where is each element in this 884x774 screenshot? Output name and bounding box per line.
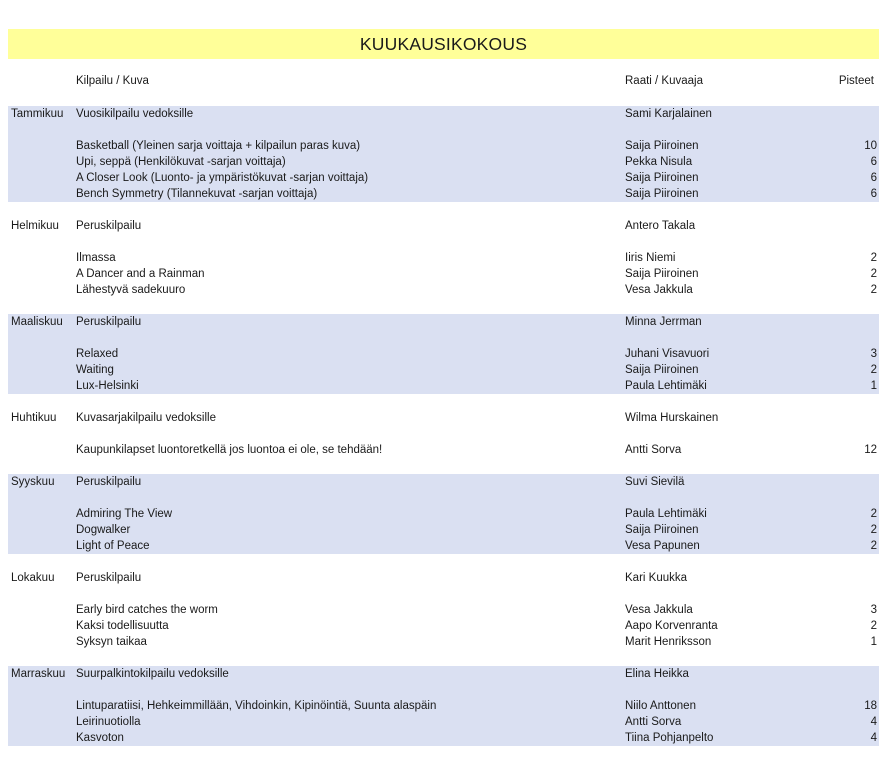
month-header-row [8, 314, 879, 330]
entry-row [8, 282, 879, 298]
row-spacer [8, 682, 879, 698]
photographer-cell: Tiina Pohjanpelto [625, 732, 714, 744]
entry-row [8, 138, 879, 154]
entry-title-cell: Early bird catches the worm [76, 604, 218, 616]
entry-title-cell: Kaupunkilapset luontoretkellä jos luontoa ei ole, se tehdään! [76, 444, 383, 456]
row-spacer [8, 426, 879, 442]
month-header-row [8, 218, 879, 234]
month-header-row [8, 106, 879, 122]
entry-row [8, 522, 879, 538]
row-spacer [8, 122, 879, 138]
judge-cell: Sami Karjalainen [625, 108, 712, 120]
month-header-row [8, 474, 879, 490]
entry-row [8, 506, 879, 522]
entry-row [8, 442, 879, 458]
month-block [8, 410, 879, 458]
points-cell: 10 [864, 140, 877, 152]
entry-row [8, 378, 879, 394]
entry-title-cell: Kaksi todellisuutta [76, 620, 169, 632]
entry-title-cell: Lintuparatiisi, Hehkeimmillään, Vihdoinkin, Kipinöintiä, Suunta alaspäin [76, 700, 437, 712]
photographer-cell: Pekka Nisula [625, 156, 693, 168]
photographer-cell: Aapo Korvenranta [625, 620, 718, 632]
block-gap [8, 202, 879, 218]
column-header-judge: Raati / Kuvaaja [625, 75, 703, 87]
points-cell: 3 [870, 348, 877, 360]
month-cell: Syyskuu [11, 476, 55, 488]
entry-row [8, 602, 879, 618]
block-gap [8, 458, 879, 474]
competition-cell: Kuvasarjakilpailu vedoksille [76, 412, 216, 424]
points-cell: 2 [870, 620, 877, 632]
photographer-cell: Paula Lehtimäki [625, 380, 707, 392]
entry-title-cell: Basketball (Yleinen sarja voittaja + kilpailun paras kuva) [76, 140, 361, 152]
entry-title-cell: Light of Peace [76, 540, 150, 552]
block-gap [8, 298, 879, 314]
entry-title-cell: Bench Symmetry (Tilannekuvat -sarjan voittaja) [76, 188, 318, 200]
points-cell: 2 [870, 524, 877, 536]
sheet-title: KUUKAUSIKOKOUS [359, 33, 528, 54]
entry-title-cell: Leirinuotiolla [76, 716, 141, 728]
entry-row [8, 362, 879, 378]
column-header-points: Pisteet [838, 75, 874, 87]
judge-cell: Wilma Hurskainen [625, 412, 719, 424]
photographer-cell: Vesa Jakkula [625, 604, 693, 616]
entry-row [8, 714, 879, 730]
competition-cell: Peruskilpailu [76, 220, 142, 232]
month-block [8, 314, 879, 394]
points-cell: 2 [870, 508, 877, 520]
entry-row [8, 730, 879, 746]
photographer-cell: Vesa Jakkula [625, 284, 693, 296]
entry-row [8, 186, 879, 202]
entry-row [8, 634, 879, 650]
column-header-competition: Kilpailu / Kuva [76, 75, 149, 87]
entry-row [8, 154, 879, 170]
entry-row [8, 170, 879, 186]
entry-title-cell: Syksyn taikaa [76, 636, 147, 648]
competition-cell: Vuosikilpailu vedoksille [76, 108, 194, 120]
judge-cell: Elina Heikka [625, 668, 689, 680]
entry-row [8, 266, 879, 282]
entry-title-cell: Waiting [76, 364, 114, 376]
entry-title-cell: Admiring The View [76, 508, 173, 520]
row-spacer [8, 234, 879, 250]
judge-cell: Antero Takala [625, 220, 696, 232]
points-cell: 6 [870, 172, 877, 184]
entry-title-cell: Upi, seppä (Henkilökuvat -sarjan voittaja) [76, 156, 286, 168]
month-block [8, 106, 879, 202]
points-cell: 6 [870, 188, 877, 200]
entry-row [8, 346, 879, 362]
month-header-row [8, 410, 879, 426]
month-cell: Lokakuu [11, 572, 55, 584]
month-block [8, 666, 879, 746]
judge-cell: Suvi Sievilä [625, 476, 685, 488]
entry-row [8, 618, 879, 634]
photographer-cell: Paula Lehtimäki [625, 508, 707, 520]
entry-title-cell: Relaxed [76, 348, 119, 360]
block-gap [8, 650, 879, 666]
points-cell: 1 [870, 636, 877, 648]
month-cell: Tammikuu [11, 108, 64, 120]
points-cell: 18 [864, 700, 877, 712]
points-cell: 4 [870, 732, 877, 744]
competition-cell: Peruskilpailu [76, 316, 142, 328]
photographer-cell: Saija Piiroinen [625, 140, 699, 152]
photographer-cell: Vesa Papunen [625, 540, 700, 552]
month-block [8, 570, 879, 650]
points-cell: 6 [870, 156, 877, 168]
photographer-cell: Saija Piiroinen [625, 188, 699, 200]
entry-title-cell: A Closer Look (Luonto- ja ympäristökuvat -sarjan voittaja) [76, 172, 369, 184]
month-header-row [8, 666, 879, 682]
month-cell: Helmikuu [11, 220, 59, 232]
competition-cell: Suurpalkintokilpailu vedoksille [76, 668, 229, 680]
entry-row [8, 250, 879, 266]
row-spacer [8, 330, 879, 346]
points-cell: 2 [870, 252, 877, 264]
entry-title-cell: Ilmassa [76, 252, 116, 264]
points-cell: 2 [870, 540, 877, 552]
month-block [8, 218, 879, 298]
points-cell: 2 [870, 284, 877, 296]
block-gap [8, 394, 879, 410]
photographer-cell: Niilo Anttonen [625, 700, 696, 712]
entry-title-cell: Dogwalker [76, 524, 131, 536]
photographer-cell: Saija Piiroinen [625, 524, 699, 536]
entry-title-cell: Kasvoton [76, 732, 124, 744]
photographer-cell: Marit Henriksson [625, 636, 712, 648]
month-block [8, 474, 879, 554]
photographer-cell: Antti Sorva [625, 716, 682, 728]
block-gap [8, 554, 879, 570]
month-cell: Maaliskuu [11, 316, 63, 328]
points-cell: 4 [870, 716, 877, 728]
photographer-cell: Saija Piiroinen [625, 172, 699, 184]
points-cell: 1 [870, 380, 877, 392]
photographer-cell: Juhani Visavuori [625, 348, 710, 360]
sheet-title-bar [8, 29, 879, 59]
month-header-row [8, 570, 879, 586]
month-cell: Marraskuu [11, 668, 66, 680]
row-spacer [8, 586, 879, 602]
photographer-cell: Iiris Niemi [625, 252, 676, 264]
photographer-cell: Saija Piiroinen [625, 268, 699, 280]
points-cell: 12 [864, 444, 877, 456]
entry-title-cell: Lux-Helsinki [76, 380, 139, 392]
judge-cell: Minna Jerrman [625, 316, 702, 328]
entry-title-cell: Lähestyvä sadekuuro [76, 284, 186, 296]
points-cell: 2 [870, 364, 877, 376]
month-cell: Huhtikuu [11, 412, 57, 424]
competition-cell: Peruskilpailu [76, 572, 142, 584]
photographer-cell: Antti Sorva [625, 444, 682, 456]
row-spacer [8, 490, 879, 506]
entry-row [8, 698, 879, 714]
points-cell: 3 [870, 604, 877, 616]
competition-cell: Peruskilpailu [76, 476, 142, 488]
entry-title-cell: A Dancer and a Rainman [76, 268, 205, 280]
entry-row [8, 538, 879, 554]
judge-cell: Kari Kuukka [625, 572, 688, 584]
points-cell: 2 [870, 268, 877, 280]
results-table [8, 106, 879, 746]
photographer-cell: Saija Piiroinen [625, 364, 699, 376]
